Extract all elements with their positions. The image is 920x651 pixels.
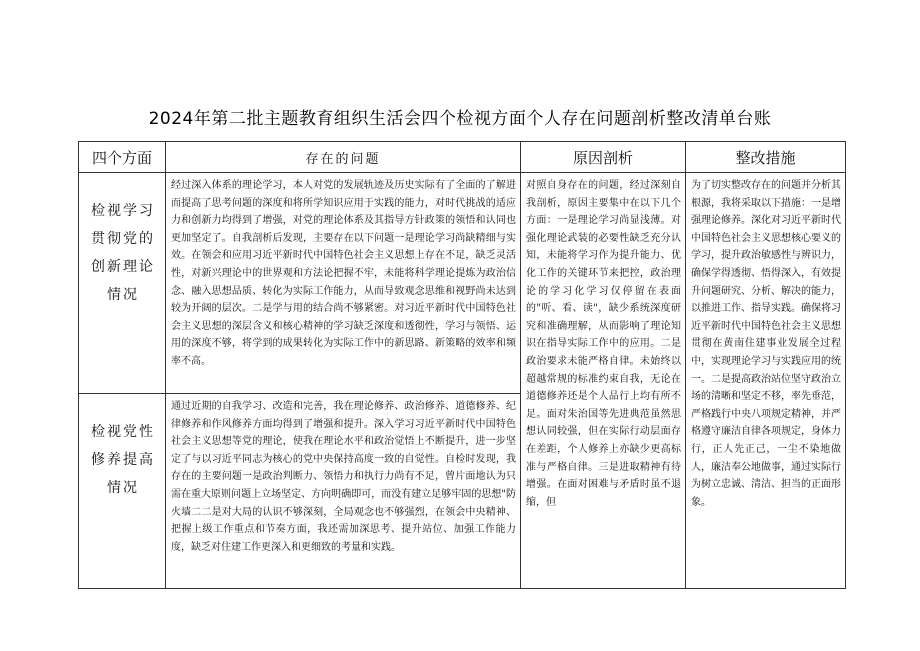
header-measures: 整改措施 (686, 142, 846, 173)
header-problems: 存在的问题 (166, 142, 521, 173)
problems-cell: 经过深入体系的理论学习，本人对党的发展轨迹及历史实际有了全面的了解进而提高了思考问题的深度和将所学知识应用于实践的能力，对时代挑战的适应力和创新力均得到了增强，对党的理论体系及其指导方针政策的领悟和认同也更加坚定了。自我剖析后发现，主要存在以下问题一是理论学习尚缺精细与实效。在领会和应用习近平新时代中国特色社会主义思想上存在不足，缺乏灵活性，对新兴理论中的世界观和方法论把握不牢，未能将科学理论提炼为政治信念、融入思想品质、转化为实际工作能力，从而导致观念思维和视野尚未达到较为开阔的层次。二是学与用的结合尚不够紧密。对习近平新时代中国特色社会主义思想的深层含义和核心精神的学习缺乏深度和透彻性，学习与领悟、运用的深度不够，将学到的成果转化为实际工作中的新思路、新策略的效率和频率不高。 (166, 173, 521, 394)
problems-cell: 通过近期的自我学习、改造和完善，我在理论修养、政治修养、道德修养、纪律修养和作风修养方面均得到了增强和提升。深入学习习近平新时代中国特色社会主义思想等党的理论，使我在理论水平和政治觉悟上不断提升，进一步坚定了与以习近平同志为核心的党中央保持高度一致的自觉性。自检时发现，我存在的主要问题一是政治判断力、领悟力和执行力尚有不足，曾片面地认为只需在重大原则问题上立场坚定、方向明确即可，而没有建立足够牢固的思想"防火墙二二是对大局的认识不够深刻，全局观念也不够强烈，在领会中央精神、把握上级工作重点和节奏方面，我还需加深思考、提升站位、加强工作能力度，缺乏对住建工作更深入和更细致的考量和实践。 (166, 394, 521, 589)
aspect-line: 情况 (107, 287, 139, 303)
aspect-line: 修养提高 (91, 452, 155, 468)
causes-cell: 对照自身存在的问题，经过深刻自我剖析，原因主要集中在以下几个方面：一是理论学习尚显浅薄。对强化理论武装的必要性缺乏充分认知，未能将学习作为提升能力、优化工作的关键环节来把控，政治理论的学习化学习仅停留在表面的"听、看、读"，缺少系统深度研究和准确理解，从而影响了理论知识在指导实际工作中的应用。二是政治要求未能严格自律。未始终以超越常规的标准约束自我，无论在道德修养还是个人品行上均有所不足。面对朱治国等先进典范虽然思想认同较强，但在实际行动层面存在差距，个人修养上亦缺少更高标准与严格自律。三是进取精神有待增强。在面对困难与矛盾时虽不退缩，但 (521, 173, 686, 589)
aspect-line: 贯彻党的 (91, 231, 155, 247)
aspect-line: 检视党性 (91, 424, 155, 440)
table-row (79, 173, 846, 394)
header-causes: 原因剖析 (521, 142, 686, 173)
header-aspect: 四个方面 (79, 142, 166, 173)
aspect-cell (79, 173, 166, 394)
aspect-line: 检视学习 (91, 203, 155, 219)
page-title: 2024年第二批主题教育组织生活会四个检视方面个人存在问题剖析整改清单台账 (148, 109, 772, 129)
aspect-line: 创新理论 (91, 259, 155, 275)
aspect-cell (79, 394, 166, 589)
aspect-line: 情况 (107, 480, 139, 496)
table-header-row (79, 142, 846, 173)
measures-cell: 为了切实整改存在的问题并分析其根源，我将采取以下措施：一是增强理论修养。深化对习近平新时代中国特色社会主义思想核心要义的学习，提升政治敏感性与辨识力，确保学得透彻、悟得深入，有效提升问题研究、分析、解决的能力，以推进工作、指导实践。确保将习近平新时代中国特色社会主义思想贯彻在黄南住建事业发展全过程中，实现理论学习与实践应用的统一。二是提高政治站位坚守政治立场的清晰和坚定不移，率先垂范，严格践行中央八项规定精神，并严格遵守廉洁自律各项规定，身体力行，正人先正己，一尘不染地做人，廉洁奉公地做事，通过实际行为树立忠诚、清洁、担当的正面形象。 (686, 173, 846, 589)
rectification-table (78, 141, 846, 589)
